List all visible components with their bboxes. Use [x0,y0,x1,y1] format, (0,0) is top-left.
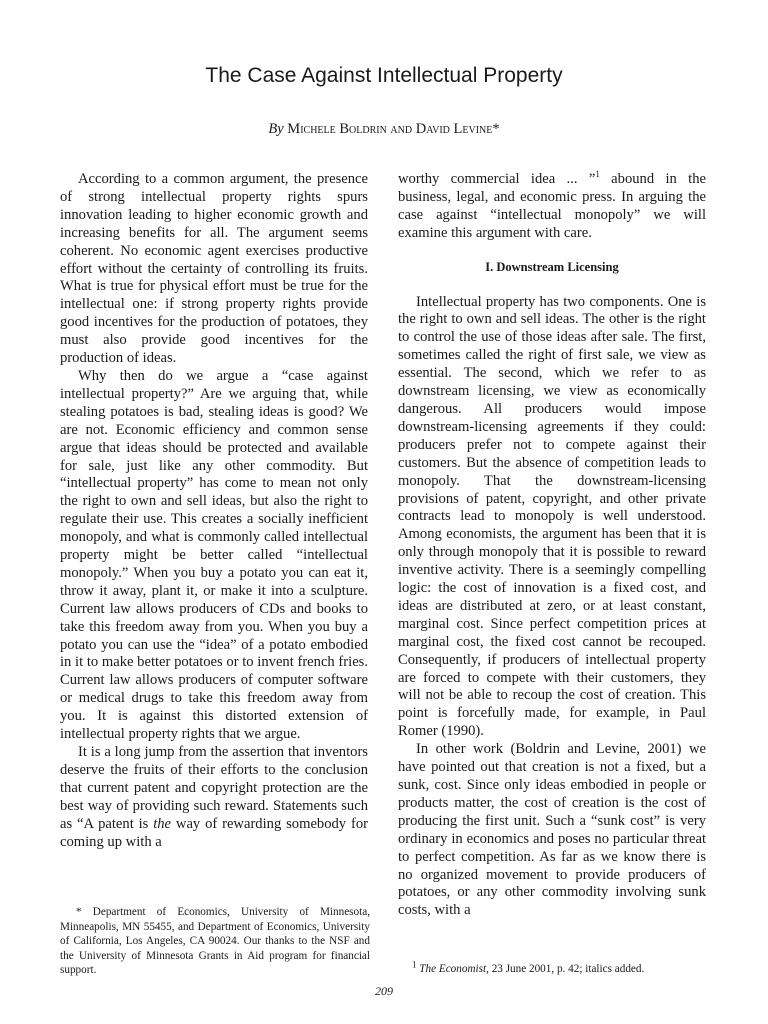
right-column [398,171,706,920]
article-title: The Case Against Intellectual Property [205,64,563,87]
paragraph-3 [60,744,368,851]
paragraph-2: Why then do we argue a “case against intellectual property?” Are we arguing that, while stealing potatoes is bad, stealing ideas is good? We are not. Economic efficiency and common sense argue that ideas should be protected and available for sale, just like any other commodity. But “intellectual property” has come to mean not only the right to own and sell ideas, but also the right to regulate their use. This creates a socially inefficient monopoly, and what is commonly called intellectual property might be better called “intellectual monopoly.” When you buy a potato you can eat it, throw it away, plant it, or make it into a sculpture. Current law allows producers of CDs and books to take this freedom away from you. When you buy a potato you can use the “idea” of a potato embodied in it to make better potatoes or to invent french fries. Current law allows producers of computer software or medical drugs to take this freedom away from you. It is against this distorted extension of intellectual property rights that we argue. [60,367,368,743]
footnote-1-rest: 23 June 2001, p. 42; italics added. [488,963,645,975]
paragraph-3-tail: way of rewarding somebody for coming up with a [60,815,368,850]
footnote-affiliation-text: * Department of Economics, University of Minnesota, Minneapolis, MN 55455, and Department of Economics, University of California, Los Angeles, CA 90024. Our thanks to the NSF and the University of Minnesota Grants in Aid program for financial support. [60,906,370,977]
paragraph-5: In other work (Boldrin and Levine, 2001) we have pointed out that creation is not a fixed, but a sunk, cost. Since only ideas embodied in people or products matter, the cost of creation is the cost of producing the first unit. Such a “sunk cost” is very ordinary in economics and poses no particular threat to perfect competition. As far as we know there is no organized movement to provide producers of potatoes, or any other commodity involving sunk costs, with a [398,741,706,919]
footnote-1-source: The Economist, [419,963,489,975]
paragraph-continued [398,171,706,243]
byline-by: By [268,121,284,137]
paragraph-3-emphasis: the [153,815,172,832]
paragraph-1: According to a common argument, the presence of strong intellectual property rights spurs innovation leading to higher economic growth and increasing benefits for all. The argument seems coherent. No economic agent exercises productive effort without the certainty of controlling its fruits. What is true for physical effort must be true for the intellectual one: if strong property rights provide good incentives for the production of potatoes, they must also provide good incentives for the production of ideas. [60,171,368,367]
footnote-ref-1: 1 [595,169,600,180]
byline [0,121,768,138]
paragraph-continued-tail: abound in the business, legal, and economic press. In arguing the case against “intellectual monopoly” we will examine this argument with care. [398,171,706,241]
footnote-1-text [398,959,708,977]
footnote-1-mark: 1 [412,959,417,970]
paragraph-3-lead: It is a long jump from the assertion that inventors deserve the fruits of their efforts to the conclusion that current patent and copyright protection are the best way of providing such reward. Statements such as “A patent is [60,744,368,832]
paragraph-continued-lead: worthy commercial idea ... ” [398,171,596,187]
footnote-1 [398,959,708,977]
paragraph-4: Intellectual property has two components. One is the right to own and sell ideas. The other is the right to control the use of those ideas after sale. The first, sometimes called the right of first sale, we view as essential. The second, which we refer to as downstream licensing, we view as economically dangerous. All producers would impose downstream-licensing agreements if they could: producers prefer not to compete against their customers. But the absence of competition leads to monopoly. That the downstream-licensing provisions of patent, copyright, and other private contracts lead to monopoly is well understood. Among economists, the argument has been that it is only through monopoly that it is possible to reward inventive activity. There is a seemingly compelling logic: the cost of innovation is a fixed cost, and ideas are distributed at zero, or at least constant, marginal cost. Since perfect competition prices at marginal cost, the fixed cost cannot be recouped. Consequently, if producers of intellectual property are forced to compete with their customers, they will not be able to recoup the cost of creation. This point is forcefully made, for example, in Paul Romer (1990). [398,293,706,740]
left-column [60,171,368,851]
page-number: 209 [375,984,393,998]
footnote-affiliation [60,905,370,978]
section-heading: I. Downstream Licensing [485,259,619,274]
byline-authors: Michele Boldrin and David Levine* [287,121,500,137]
